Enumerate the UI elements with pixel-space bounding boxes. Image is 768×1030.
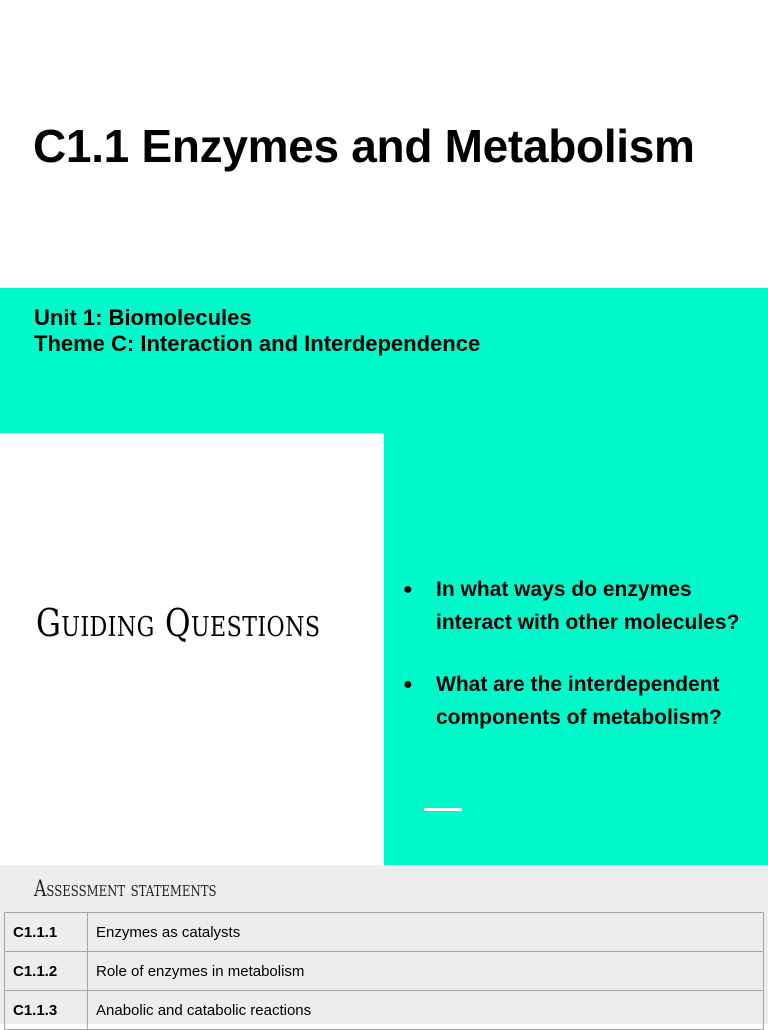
table-row bbox=[5, 952, 764, 991]
guiding-questions-heading: Guiding Questions bbox=[36, 601, 321, 645]
page-title: C1.1 Enzymes and Metabolism bbox=[33, 120, 695, 172]
statement-code: C1.1.1 bbox=[5, 913, 88, 952]
assessment-table bbox=[4, 912, 764, 1030]
unit-label: Unit 1: Biomolecules bbox=[34, 305, 252, 330]
question-text: In what ways do enzymes interact with other molecules? bbox=[436, 578, 740, 634]
assessment-heading: Assessment statements bbox=[34, 877, 217, 902]
bullet-icon: ● bbox=[403, 676, 413, 693]
statement-code: C1.1.2 bbox=[5, 952, 88, 991]
decorative-dash bbox=[424, 808, 462, 811]
guiding-question bbox=[403, 573, 753, 639]
statement-text: Role of enzymes in metabolism bbox=[88, 952, 764, 991]
guiding-question bbox=[403, 668, 753, 734]
table-row bbox=[5, 913, 764, 952]
guiding-questions-list bbox=[403, 573, 753, 734]
statement-text: Enzymes as catalysts bbox=[88, 913, 764, 952]
theme-label: Theme C: Interaction and Interdependence bbox=[34, 331, 481, 356]
question-text: What are the interdependent components of metabolism? bbox=[436, 673, 722, 729]
unit-info bbox=[34, 305, 480, 357]
bullet-icon: ● bbox=[403, 581, 413, 598]
statement-code: C1.1.3 bbox=[5, 991, 88, 1030]
statement-text: Anabolic and catabolic reactions bbox=[88, 991, 764, 1030]
